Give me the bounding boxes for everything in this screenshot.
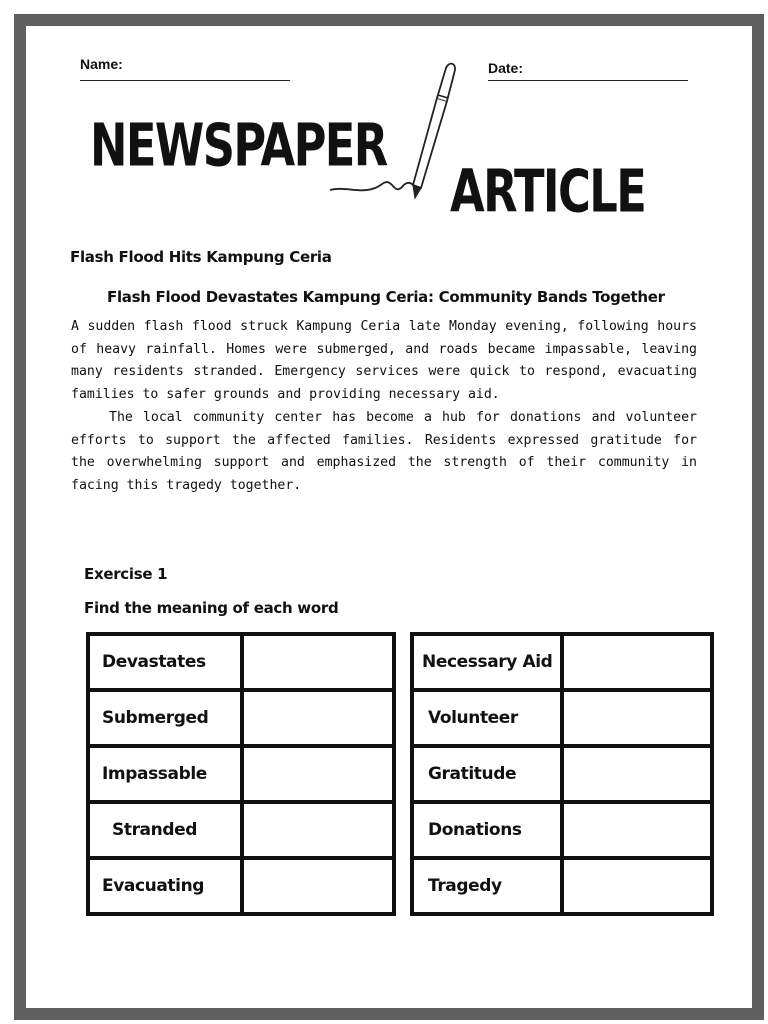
table-row	[412, 690, 712, 746]
table-row	[412, 802, 712, 858]
answer-cell[interactable]	[562, 746, 712, 802]
answer-cell[interactable]	[242, 634, 394, 690]
answer-cell[interactable]	[242, 858, 394, 914]
table-row	[88, 802, 394, 858]
table-row	[412, 634, 712, 690]
word-cell: Gratitude	[412, 746, 562, 802]
word-cell: Devastates	[88, 634, 242, 690]
answer-cell[interactable]	[562, 690, 712, 746]
name-field-line[interactable]	[80, 80, 290, 81]
answer-cell[interactable]	[562, 634, 712, 690]
name-label: Name:	[80, 56, 123, 72]
date-field-line[interactable]	[488, 80, 688, 81]
answer-cell[interactable]	[242, 802, 394, 858]
title-article: ARTICLE	[450, 158, 646, 227]
date-label: Date:	[488, 60, 524, 76]
answer-cell[interactable]	[562, 858, 712, 914]
table-row	[88, 690, 394, 746]
article-paragraph: A sudden flash flood struck Kampung Ceria late Monday evening, following hours of heavy rainfall. Homes were submerged, and roads became impassable, leaving many residents stranded. Emergency services were quick to respond, evacuating families to safer grounds and providing necessary aid.	[71, 319, 697, 403]
table-row	[412, 858, 712, 914]
right-word-table	[410, 632, 714, 916]
title-newspaper: NEWSPAPER	[90, 112, 387, 181]
article-headline: Flash Flood Hits Kampung Ceria	[70, 248, 332, 266]
word-cell: Submerged	[88, 690, 242, 746]
pen-icon	[325, 58, 465, 208]
word-cell: Donations	[412, 802, 562, 858]
table-row	[88, 858, 394, 914]
article-subheadline: Flash Flood Devastates Kampung Ceria: Community Bands Together	[107, 288, 665, 306]
answer-cell[interactable]	[562, 802, 712, 858]
word-cell: Necessary Aid	[412, 634, 562, 690]
answer-cell[interactable]	[242, 746, 394, 802]
table-row	[88, 746, 394, 802]
article-body	[71, 316, 697, 498]
word-cell: Impassable	[88, 746, 242, 802]
answer-cell[interactable]	[242, 690, 394, 746]
table-row	[412, 746, 712, 802]
word-cell: Volunteer	[412, 690, 562, 746]
table-row	[88, 634, 394, 690]
exercise-label: Exercise 1	[84, 565, 168, 583]
article-paragraph: The local community center has become a hub for donations and volunteer efforts to support the affected families. Residents expressed gratitude for the overwhelming support and emphasized the strength of their community in facing this tragedy together.	[71, 409, 697, 493]
word-cell: Evacuating	[88, 858, 242, 914]
word-cell: Stranded	[88, 802, 242, 858]
exercise-instruction: Find the meaning of each word	[84, 599, 339, 617]
word-cell: Tragedy	[412, 858, 562, 914]
left-word-table	[86, 632, 396, 916]
